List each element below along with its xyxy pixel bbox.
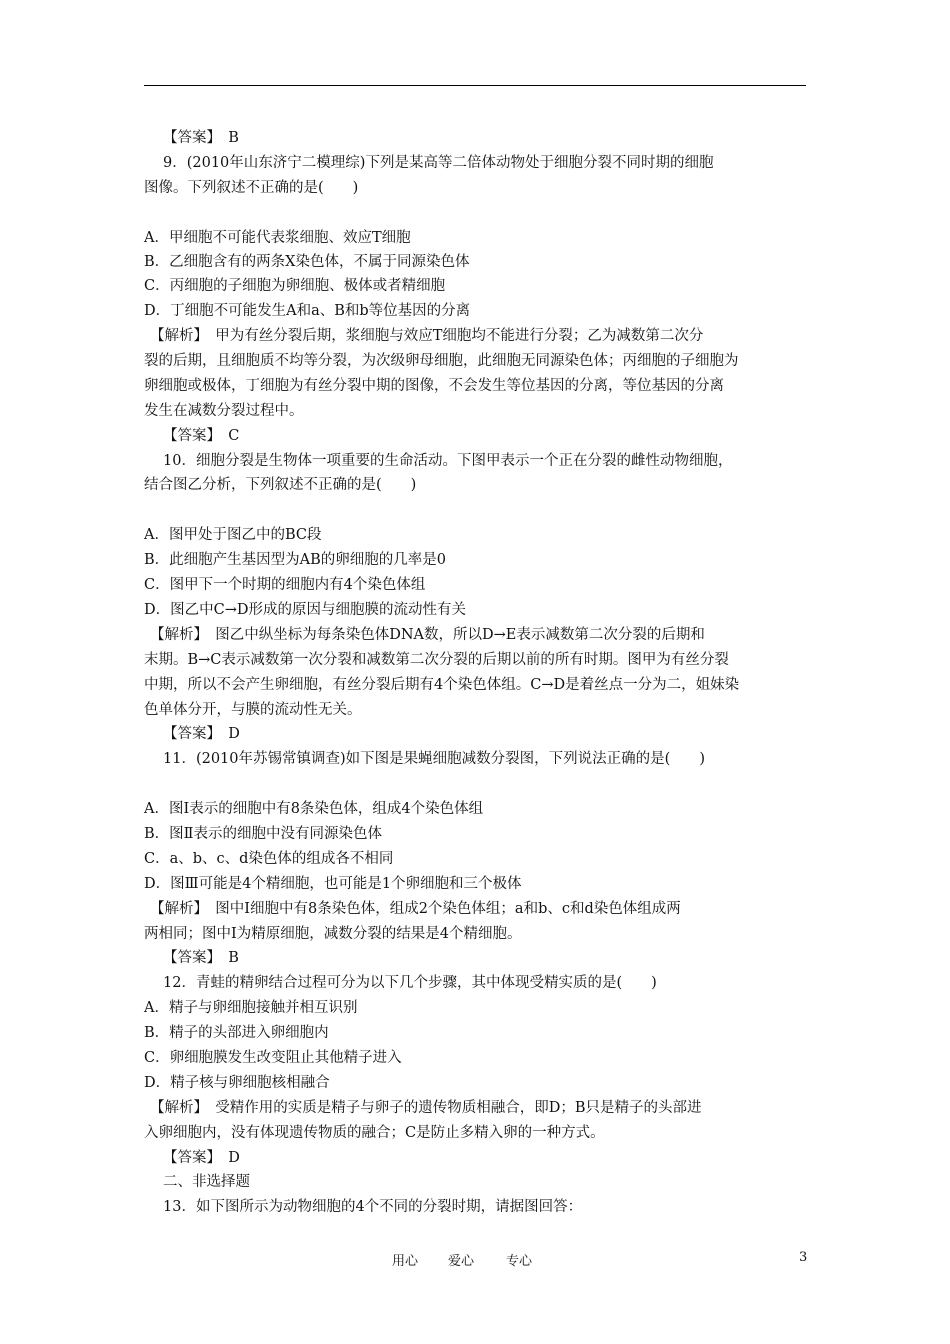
q9-analysis-line4: 发生在减数分裂过程中。 — [144, 403, 304, 419]
q10-answer: 【答案】 D — [163, 726, 240, 742]
q12-option-d: D．精子核与卵细胞核相融合 — [144, 1075, 330, 1091]
q12-stem: 12．青蛙的精卵结合过程可分为以下几个步骤，其中体现受精实质的是( ) — [163, 975, 657, 991]
q10-analysis-line2: 末期。B→C表示减数第一次分裂和减数第二次分裂的后期以前的所有时期。图甲为有丝分裂 — [144, 652, 729, 668]
footer-mid: 爱心 — [448, 1254, 475, 1269]
q12-analysis-line2: 入卵细胞内，没有体现遗传物质的融合；C是防止多精入卵的一种方式。 — [144, 1125, 605, 1141]
q11-option-c: C．a、b、c、d染色体的组成各不相同 — [144, 851, 394, 867]
q10-option-d: D．图乙中C→D形成的原因与细胞膜的流动性有关 — [144, 602, 466, 618]
q9-option-a: A．甲细胞不可能代表浆细胞、效应T细胞 — [144, 230, 411, 246]
section-heading: 二、非选择题 — [163, 1174, 250, 1190]
q12-option-a: A．精子与卵细胞接触并相互识别 — [144, 1000, 358, 1016]
q10-analysis-line4: 色单体分开，与膜的流动性无关。 — [144, 702, 362, 718]
q9-option-d: D．丁细胞不可能发生A和a、B和b等位基因的分离 — [144, 303, 471, 319]
q11-analysis-line1: 【解析】 图中Ⅰ细胞中有8条染色体，组成2个染色体组；a和b、c和d染色体组成两 — [150, 901, 681, 917]
q12-option-c: C．卵细胞膜发生改变阻止其他精子进入 — [144, 1050, 402, 1066]
q10-option-a: A．图甲处于图乙中的BC段 — [144, 527, 322, 543]
footer-right: 专心 — [506, 1254, 533, 1269]
q10-stem-line1: 10．细胞分裂是生物体一项重要的生命活动。下图甲表示一个正在分裂的雌性动物细胞， — [163, 453, 733, 469]
q8-answer: 【答案】 B — [163, 130, 239, 146]
q9-analysis-line1: 【解析】 甲为有丝分裂后期，浆细胞与效应T细胞均不能进行分裂；乙为减数第二次分 — [150, 328, 704, 344]
q10-option-b: B．此细胞产生基因型为AB的卵细胞的几率是0 — [144, 552, 447, 568]
q9-stem-line2: 图像。下列叙述不正确的是( ) — [144, 180, 359, 196]
header-rule — [144, 85, 806, 86]
q11-answer: 【答案】 B — [163, 950, 239, 966]
footer-left: 用心 — [392, 1254, 419, 1269]
q12-analysis-line1: 【解析】 受精作用的实质是精子与卵子的遗传物质相融合，即D；B只是精子的头部进 — [150, 1100, 702, 1116]
q9-answer: 【答案】 C — [163, 428, 240, 444]
q9-option-c: C．丙细胞的子细胞为卵细胞、极体或者精细胞 — [144, 278, 446, 294]
q11-option-d: D．图Ⅲ可能是4个精细胞，也可能是1个卵细胞和三个极体 — [144, 876, 522, 892]
q10-analysis-line3: 中期，所以不会产生卵细胞，有丝分裂后期有4个染色体组。C→D是着丝点一分为二，姐妹染 — [144, 677, 740, 693]
q9-stem-line1: 9．(2010年山东济宁二模理综)下列是某高等二倍体动物处于细胞分裂不同时期的细胞 — [163, 155, 714, 171]
q13-stem: 13．如下图所示为动物细胞的4个不同的分裂时期，请据图回答： — [163, 1199, 583, 1215]
page-number: 3 — [799, 1250, 808, 1265]
q12-answer: 【答案】 D — [163, 1150, 240, 1166]
q11-analysis-line2: 两相同；图中Ⅰ为精原细胞，减数分裂的结果是4个精细胞。 — [144, 926, 522, 942]
q11-option-a: A．图Ⅰ表示的细胞中有8条染色体，组成4个染色体组 — [144, 801, 484, 817]
q10-option-c: C．图甲下一个时期的细胞内有4个染色体组 — [144, 577, 426, 593]
q12-option-b: B．精子的头部进入卵细胞内 — [144, 1025, 329, 1041]
q9-option-b: B．乙细胞含有的两条X染色体，不属于同源染色体 — [144, 254, 470, 270]
q9-analysis-line2: 裂的后期，且细胞质不均等分裂，为次级卵母细胞，此细胞无同源染色体；丙细胞的子细胞为 — [144, 353, 739, 369]
q10-analysis-line1: 【解析】 图乙中纵坐标为每条染色体DNA数，所以D→E表示减数第二次分裂的后期和 — [150, 627, 705, 643]
q11-stem: 11．(2010年苏锡常镇调查)如下图是果蝇细胞减数分裂图，下列说法正确的是( ) — [163, 751, 705, 767]
q9-analysis-line3: 卵细胞或极体，丁细胞为有丝分裂中期的图像，不会发生等位基因的分离，等位基因的分离 — [144, 378, 724, 394]
q11-option-b: B．图Ⅱ表示的细胞中没有同源染色体 — [144, 826, 383, 842]
q10-stem-line2: 结合图乙分析，下列叙述不正确的是( ) — [144, 477, 417, 493]
